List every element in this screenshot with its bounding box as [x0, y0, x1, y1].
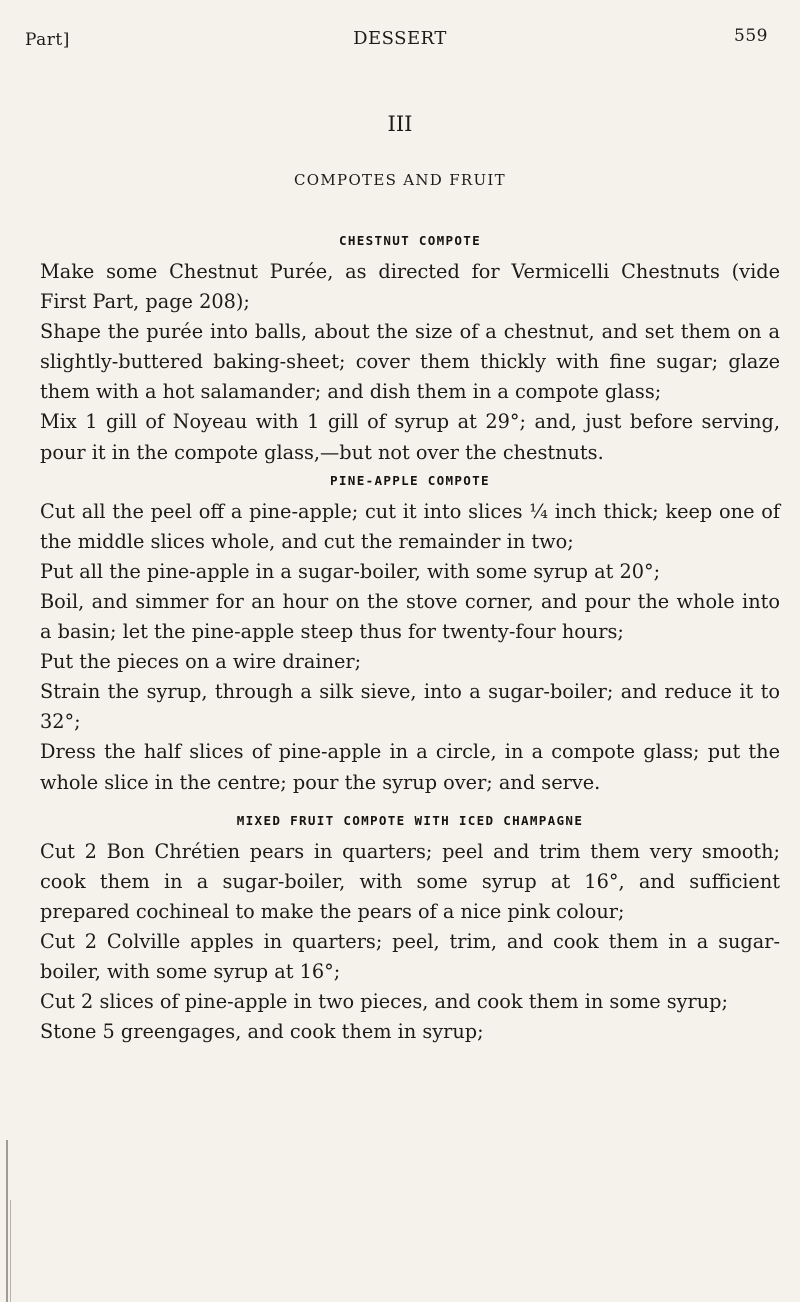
paragraph: Strain the syrup, through a silk sieve, into a sugar-boiler; and reduce it to 32°;: [40, 680, 780, 734]
page-edge-mark: [10, 1200, 11, 1302]
page-body: [40, 228, 780, 1047]
chapter-title: COMPOTES AND FRUIT: [294, 171, 506, 189]
section-heading-pine-apple-compote: PINE-APPLE COMPOTE: [330, 472, 490, 488]
page-edge-mark: [6, 1140, 8, 1302]
paragraph: Stone 5 greengages, and cook them in syrup;: [40, 1020, 484, 1044]
paragraph: Put all the pine-apple in a sugar-boiler, with some syrup at 20°;: [40, 559, 661, 583]
paragraph: Put the pieces on a wire drainer;: [40, 650, 362, 674]
section-heading-mixed-fruit-compote: MIXED FRUIT COMPOTE WITH ICED CHAMPAGNE: [236, 812, 584, 828]
paragraph: Cut all the peel off a pine-apple; cut it into slices ¼ inch thick; keep one of the middle slices whole, and cut the remainder in two;: [40, 499, 780, 553]
paragraph: Cut 2 Colville apples in quarters; peel, trim, and cook them in a sugar-boiler, with some syrup at 16°;: [40, 929, 780, 983]
paragraph: Cut 2 Bon Chrétien pears in quarters; peel and trim them very smooth; cook them in a sugar-boiler, with some syrup at 16°, and sufficient prepared cochineal to make the pears of a nice pink colour;: [40, 839, 780, 923]
paragraph: Shape the purée into balls, about the size of a chestnut, and set them on a slightly-buttered baking-sheet; cover them thickly with fine sugar; glaze them with a hot salamander; and dish them in a compote glass;: [40, 320, 780, 404]
running-header: [0, 28, 800, 68]
page-number: 559: [734, 26, 768, 46]
paragraph: Dress the half slices of pine-apple in a circle, in a compote glass; put the whole slice in the centre; pour the syrup over; and serve.: [40, 740, 780, 794]
paragraph: Make some Chestnut Purée, as directed for Vermicelli Chestnuts (vide First Part, page 208);: [40, 260, 780, 314]
paragraph: Mix 1 gill of Noyeau with 1 gill of syrup at 29°; and, just before serving, pour it in the compote glass,—but not over the chestnuts.: [40, 410, 780, 464]
chapter-number: III: [387, 112, 413, 136]
paragraph: Boil, and simmer for an hour on the stove corner, and pour the whole into a basin; let the pine-apple steep thus for twenty-four hours;: [40, 589, 780, 644]
header-part-label: Part]: [25, 30, 70, 50]
header-title: DESSERT: [353, 28, 447, 49]
paragraph: Cut 2 slices of pine-apple in two pieces, and cook them in some syrup;: [40, 990, 729, 1014]
section-heading-chestnut-compote: CHESTNUT COMPOTE: [338, 233, 482, 248]
